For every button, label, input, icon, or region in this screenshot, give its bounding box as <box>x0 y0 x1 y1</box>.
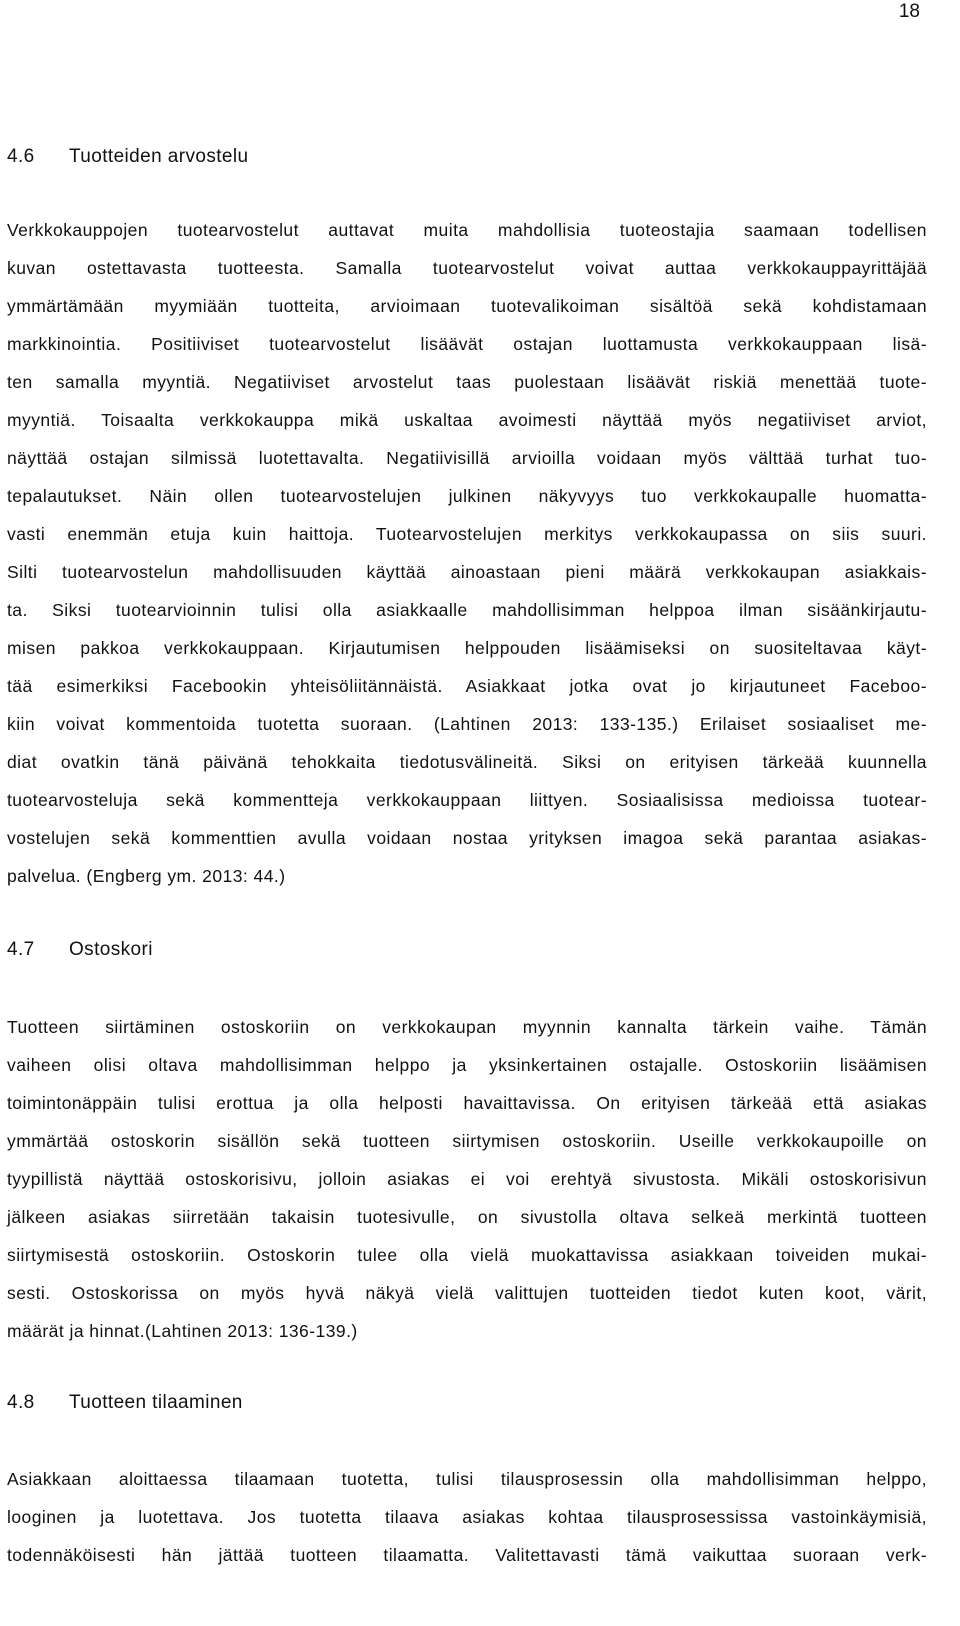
text-line: ten samalla myyntiä. Negatiiviset arvostelut taas puolestaan lisäävät riskiä menettää tuote- <box>7 372 927 392</box>
text-line: kuvan ostettavasta tuotteesta. Samalla tuotearvostelut voivat auttaa verkkokauppayrittäjää <box>7 258 927 278</box>
page-number: 18 <box>898 1 920 22</box>
text-line: vaiheen olisi oltava mahdollisimman helppo ja yksinkertainen ostajalle. Ostoskoriin lisäämisen <box>7 1055 927 1075</box>
text-line: diat ovatkin tänä päivänä tehokkaita tiedotusvälineitä. Siksi on erityisen tärkeää kuunnella <box>7 752 927 772</box>
section-number: 4.7 <box>7 939 35 960</box>
text-line: looginen ja luotettava. Jos tuotetta tilaava asiakas kohtaa tilausprosessissa vastoinkäymisiä, <box>7 1507 927 1527</box>
section-title: Tuotteiden arvostelu <box>69 146 249 167</box>
section-number: 4.6 <box>7 146 35 167</box>
section-heading-4-7 <box>7 938 927 962</box>
text-line: jälkeen asiakas siirretään takaisin tuotesivulle, on sivustolla oltava selkeä merkintä tuotteen <box>7 1207 927 1227</box>
section-heading-4-8 <box>7 1391 927 1415</box>
text-line: myyntiä. Toisaalta verkkokauppa mikä uskaltaa avoimesti näyttää myös negatiiviset arviot, <box>7 410 927 430</box>
section-body-4-6 <box>7 218 927 902</box>
text-line: Verkkokauppojen tuotearvostelut auttavat muita mahdollisia tuoteostajia saamaan todellisen <box>7 220 927 240</box>
text-line: tuotearvosteluja sekä kommentteja verkkokauppaan liittyen. Sosiaalisissa medioissa tuotear- <box>7 790 927 810</box>
text-line: määrät ja hinnat.(Lahtinen 2013: 136-139.) <box>7 1321 358 1341</box>
text-line: toimintonäppäin tulisi erottua ja olla helposti havaittavissa. On erityisen tärkeää että asiakas <box>7 1093 927 1113</box>
section-heading-4-6 <box>7 145 927 169</box>
section-body-4-8 <box>7 1467 927 1581</box>
text-line: tää esimerkiksi Facebookin yhteisöliitännäistä. Asiakkaat jotka ovat jo kirjautuneet Faceboo- <box>7 676 927 696</box>
text-line: todennäköisesti hän jättää tuotteen tilaamatta. Valitettavasti tämä vaikuttaa suoraan verk- <box>7 1545 927 1565</box>
text-line: sesti. Ostoskorissa on myös hyvä näkyä vielä valittujen tuotteiden tiedot kuten koot, värit, <box>7 1283 927 1303</box>
text-line: siirtymisestä ostoskoriin. Ostoskorin tulee olla vielä muokattavissa asiakkaan toiveiden mukai- <box>7 1245 927 1265</box>
text-line: ymmärtää ostoskorin sisällön sekä tuotteen siirtymisen ostoskoriin. Useille verkkokaupoille on <box>7 1131 927 1151</box>
text-line: vasti enemmän etuja kuin haittoja. Tuotearvostelujen merkitys verkkokaupassa on siis suuri. <box>7 524 927 544</box>
text-line: tyypillistä näyttää ostoskorisivu, jolloin asiakas ei voi erehtyä sivustosta. Mikäli ostoskorisivun <box>7 1169 927 1189</box>
text-line: kiin voivat kommentoida tuotetta suoraan. (Lahtinen 2013: 133-135.) Erilaiset sosiaaliset me- <box>7 714 927 734</box>
text-line: ta. Siksi tuotearvioinnin tulisi olla asiakkaalle mahdollisimman helppoa ilman sisäänkirjautu- <box>7 600 927 620</box>
text-line: Silti tuotearvostelun mahdollisuuden käyttää ainoastaan pieni määrä verkkokaupan asiakkais- <box>7 562 927 582</box>
text-line: näyttää ostajan silmissä luotettavalta. Negatiivisillä arvioilla voidaan myös välttää turhat tuo- <box>7 448 927 468</box>
section-body-4-7 <box>7 1015 927 1357</box>
text-line: palvelua. (Engberg ym. 2013: 44.) <box>7 866 286 886</box>
section-title: Tuotteen tilaaminen <box>69 1392 243 1413</box>
text-line: vostelujen sekä kommenttien avulla voidaan nostaa yrityksen imagoa sekä parantaa asiakas- <box>7 828 927 848</box>
section-number: 4.8 <box>7 1392 35 1413</box>
text-line: misen pakkoa verkkokauppaan. Kirjautumisen helppouden lisäämiseksi on suositeltavaa käyt- <box>7 638 927 658</box>
text-line: tepalautukset. Näin ollen tuotearvostelujen julkinen näkyvyys tuo verkkokaupalle huomatta- <box>7 486 927 506</box>
section-title: Ostoskori <box>69 939 153 960</box>
text-line: ymmärtämään myymiään tuotteita, arvioimaan tuotevalikoiman sisältöä sekä kohdistamaan <box>7 296 927 316</box>
text-line: Asiakkaan aloittaessa tilaamaan tuotetta, tulisi tilausprosessin olla mahdollisimman helppo, <box>7 1469 927 1489</box>
text-line: markkinointia. Positiiviset tuotearvostelut lisäävät ostajan luottamusta verkkokauppaan lisä- <box>7 334 927 354</box>
text-line: Tuotteen siirtäminen ostoskoriin on verkkokaupan myynnin kannalta tärkein vaihe. Tämän <box>7 1017 927 1037</box>
